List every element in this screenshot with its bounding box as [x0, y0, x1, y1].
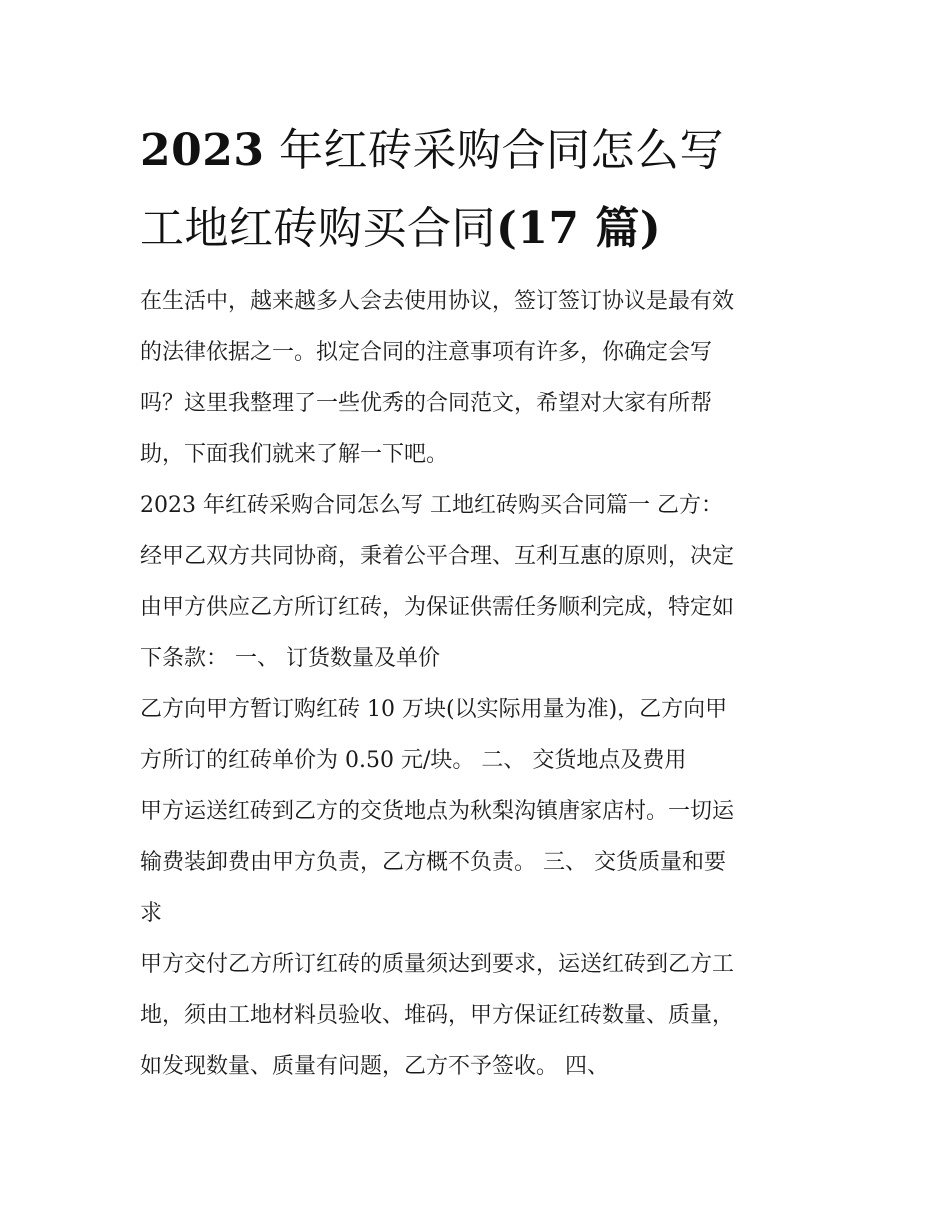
text-line: 如发现数量、质量有问题，乙方不予签收。 四、: [140, 1054, 609, 1079]
paragraph-intro: [140, 276, 816, 480]
text-line: 甲方交付乙方所订红砖的质量须达到要求，运送红砖到乙方工: [140, 952, 735, 977]
paragraph-delivery-location: [140, 786, 816, 939]
text-line: 助，下面我们就来了解一下吧。: [140, 442, 449, 467]
paragraph-quality: [140, 939, 816, 1092]
text-line: 地，须由工地材料员验收、堆码，甲方保证红砖数量、质量，: [140, 1003, 735, 1028]
title-line-2-text: 工地红砖购买合同: [140, 203, 496, 254]
text-line: 下条款： 一、 订货数量及单价: [140, 646, 440, 671]
text-line: 经甲乙双方共同协商，秉着公平合理、互利互惠的原则，决定: [140, 544, 735, 569]
text-line: 2023 年红砖采购合同怎么写 工地红砖购买合同篇一 乙方：: [140, 493, 723, 518]
title-line-1-text: 年红砖采购合同怎么写: [264, 125, 724, 176]
text-line: 的法律依据之一。拟定合同的注意事项有许多，你确定会写: [140, 340, 713, 365]
text-line: 乙方向甲方暂订购红砖 10 万块(以实际用量为准)，乙方向甲: [140, 697, 728, 722]
paragraph-heading-part-1: [140, 480, 816, 531]
text-line: 吗？这里我整理了一些优秀的合同范文，希望对大家有所帮: [140, 391, 713, 416]
document-body: [140, 276, 816, 1092]
document-title: [140, 112, 820, 268]
paragraph-preamble: [140, 531, 816, 684]
text-line: 甲方运送红砖到乙方的交货地点为秋梨沟镇唐家店村。一切运: [140, 799, 735, 824]
text-line: 输费装卸费由甲方负责，乙方概不负责。 三、 交货质量和要: [140, 850, 726, 875]
title-count: (17: [496, 203, 580, 254]
text-line: 在生活中，越来越多人会去使用协议，签订签订协议是最有效: [140, 289, 735, 314]
paragraph-quantity-price: [140, 684, 816, 786]
title-line-2: [140, 190, 820, 268]
text-line: 方所订的红砖单价为 0.50 元/块。 二、 交货地点及费用: [140, 748, 687, 773]
title-line-1: [140, 112, 820, 190]
title-count-tail: 篇): [579, 203, 662, 254]
text-line: 由甲方供应乙方所订红砖，为保证供需任务顺利完成，特定如: [140, 595, 735, 620]
text-line: 求: [140, 901, 163, 926]
title-year: 2023: [140, 125, 265, 176]
